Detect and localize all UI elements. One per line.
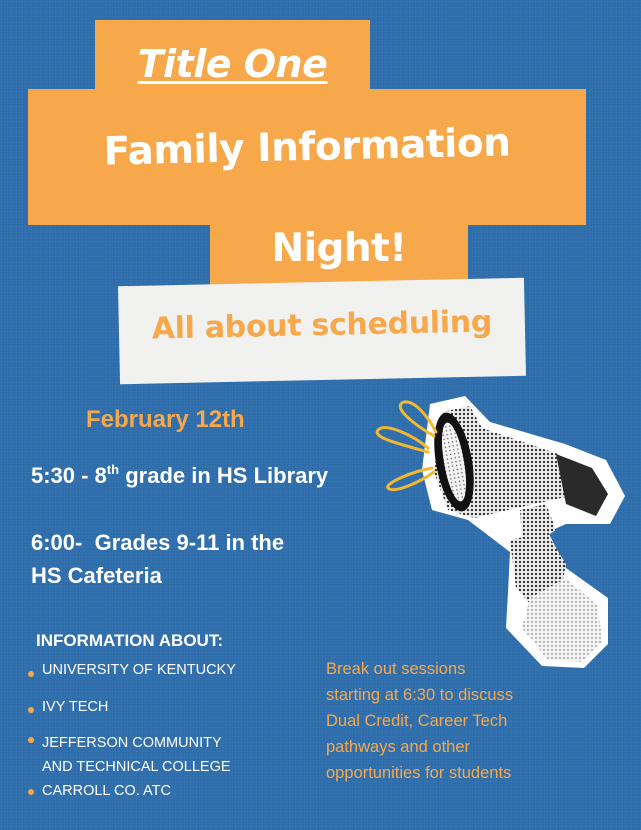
note-line: pathways and other [326, 738, 471, 756]
bullet-dot [28, 707, 34, 713]
sound-waves-icon [377, 402, 436, 490]
session1-ordinal: th [106, 462, 120, 477]
title-banner-middle [28, 89, 586, 225]
session-8th-grade [31, 462, 328, 489]
session2-line2: HS Cafeteria [31, 563, 162, 588]
session-grades-9-11 [31, 526, 284, 592]
list-item-label: JEFFERSON COMMUNITY [42, 735, 222, 751]
subtitle: All about scheduling [151, 304, 493, 347]
session2-line1: 6:00- Grades 9-11 in the [31, 530, 285, 555]
event-date: February 12th [86, 406, 245, 433]
bullet-dot [28, 789, 34, 795]
information-heading: INFORMATION ABOUT: [36, 631, 223, 650]
night-heading: Night! [271, 226, 407, 271]
breakout-sessions-note [326, 656, 586, 786]
list-item-label: UNIVERSITY OF KENTUCKY [42, 662, 236, 678]
family-information-heading: Family Information [103, 120, 511, 175]
note-line: Dual Credit, Career Tech [326, 712, 508, 730]
list-item-label-continued: AND TECHNICAL COLLEGE [42, 759, 231, 775]
note-line: Break out sessions [326, 660, 466, 678]
session1-location: grade in HS Library [119, 463, 329, 488]
list-item-label: CARROLL CO. ATC [42, 783, 171, 799]
subtitle-band [118, 278, 526, 384]
note-line: opportunities for students [326, 764, 512, 782]
list-item-label: IVY TECH [42, 699, 109, 715]
session1-time: 5:30 - 8 [31, 463, 107, 488]
bullet-dot [28, 737, 34, 743]
megaphone-icon [370, 392, 632, 670]
note-line: starting at 6:30 to discuss [326, 686, 514, 704]
title-one-heading: Title One [137, 42, 328, 86]
bullet-dot [28, 671, 34, 677]
